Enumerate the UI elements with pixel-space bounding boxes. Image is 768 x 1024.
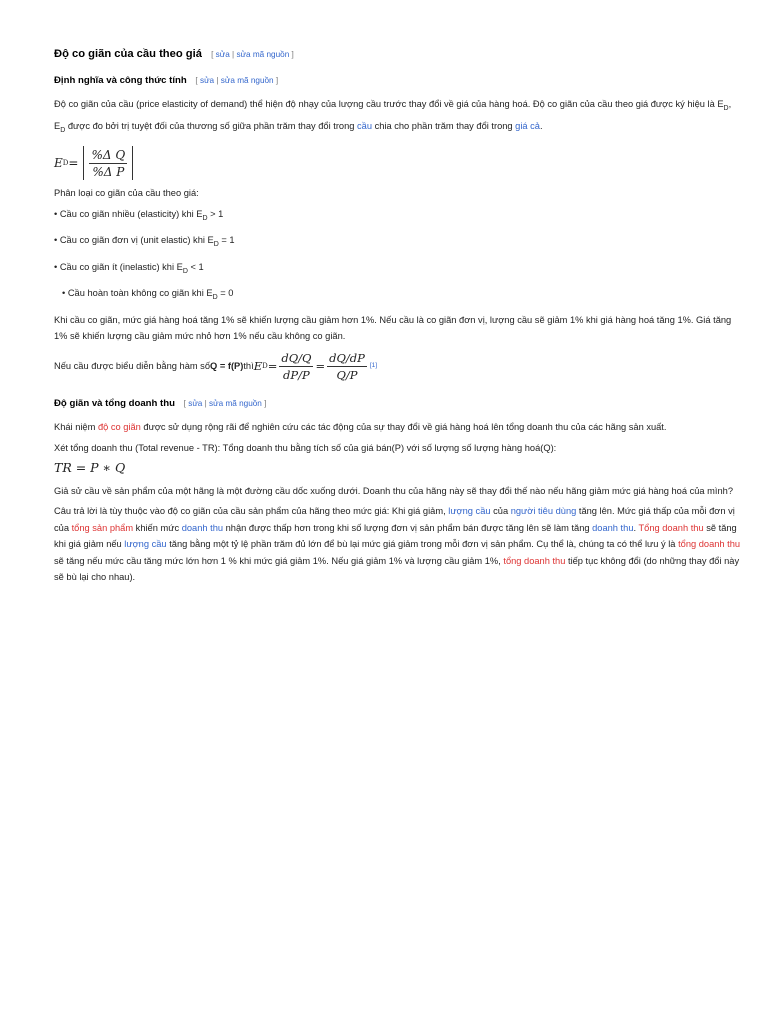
edit-link[interactable]: sửa: [199, 75, 215, 85]
link-doanh-thu[interactable]: doanh thu: [592, 522, 634, 533]
section-title: Độ co giãn của cầu theo giá: [54, 48, 202, 60]
reference-link[interactable]: [1]: [369, 361, 378, 369]
classification-intro: Phân loại co giãn của cầu theo giá:: [54, 188, 199, 198]
link-tong-doanh-thu[interactable]: tổng doanh thu: [678, 539, 741, 549]
edit-source-link[interactable]: sửa mã nguồn: [220, 75, 274, 85]
section-heading-revenue: [54, 396, 744, 413]
subsection-title: Độ giãn và tổng doanh thu: [54, 397, 175, 409]
edit-source-link[interactable]: sửa mã nguồn: [209, 398, 262, 408]
edit-links: [ sửa | sửa mã nguồn ]: [183, 398, 267, 408]
link-luong-cau[interactable]: lượng cầu: [124, 539, 167, 549]
total-revenue-paragraph: Xét tổng doanh thu (Total revenue - TR): Tổng doanh thu bằng tích số của giá bán(P) với số lượng số lượng hàng hoá(Q):: [54, 442, 557, 453]
link-tong-doanh-thu[interactable]: tổng doanh thu: [503, 555, 566, 566]
fraction: $\frac{dQ/Q}{dP/P}$: [281, 350, 312, 382]
link-nguoi-tieu-dung[interactable]: người tiêu dùng: [510, 506, 577, 516]
demand-curve-paragraph: Giả sử cầu về sản phẩm của một hãng là một đường cầu dốc xuống dưới. Doanh thu của hãng này sẽ thay đổi thế nào nếu hãng giảm mức giá hàng hoá của mình?: [54, 485, 733, 496]
revenue-intro-paragraph: Khái niệm độ co giãn được sử dụng rộng rãi để nghiên cứu các tác động của sự thay đổi về giá hàng hoá lên tổng doanh thu của các hãng sản xuất.: [54, 422, 667, 432]
elasticity-formula: E D = $\frac{\text{\%Δ Q}}{\text{\%Δ P}}$: [54, 143, 744, 183]
link-doanh-thu[interactable]: doanh thu: [181, 522, 224, 533]
link-tong-doanh-thu[interactable]: Tổng doanh thu: [638, 522, 704, 533]
edit-link[interactable]: sửa: [188, 398, 203, 408]
link-tong-san-pham[interactable]: tổng sản phẩm: [71, 522, 134, 533]
derivative-formula-line: Nếu cầu được biểu diễn bằng hàm số Q = f(P) thì E D = $\frac{dQ/Q}{dP/P}$ = $\frac{dQ/dP}{Q/P}$ [1]: [54, 350, 378, 382]
list-item: • Cầu hoàn toàn không co giãn khi $E_D = 0$: [62, 288, 234, 301]
definition-paragraph: Độ co giãn của cầu (price elasticity of demand) thể hiện độ nhạy của lượng cầu trước thay đổi về giá của hàng hoá. Độ co giãn của cầu theo giá được ký hiệu là $E_D$, $E_D$ được đo bởi trị tuyệt đối của thương số giữa phần trăm thay đổi trong cầu chia cho phần trăm thay đổi trong giá cả.: [54, 99, 732, 134]
list-item: • Cầu co giãn đơn vị (unit elastic) khi $E_D = 1$: [54, 235, 235, 248]
edit-source-link[interactable]: sửa mã nguồn: [236, 50, 290, 59]
link-luong-cau[interactable]: lượng cầu: [448, 506, 491, 516]
derivative-formula: E D = $\frac{dQ/Q}{dP/P}$ = $\frac{dQ/dP}{Q/P}$: [253, 350, 365, 382]
answer-paragraph: Câu trả lời là tùy thuộc vào độ co giãn của cầu sản phẩm của hãng theo mức giá: Khi giá giảm, lượng cầu của người tiêu dùng tăng lên. Mức giá thấp của mỗi đơn vị của tổng sản phẩm khiến mức doanh thu nhận được thấp hơn trong khi số lượng đơn vị sản phẩm bán được tăng lên sẽ làm tăng doanh thu. Tổng doanh thu sẽ tăng khi giá giảm nếu lượng cầu tăng bằng một tỷ lệ phần trăm đủ lớn để bù lại mức giá giảm trong mỗi đơn vị sản phẩm. Cụ thể là, chúng ta có thể lưu ý là tổng doanh thu sẽ tăng nếu mức cầu tăng mức lớn hơn 1 % khi mức giá giảm 1%. Nếu giá giảm 1% và lượng cầu giảm 1%, tổng doanh thu tiếp tục không đổi (do những thay đổi này sẽ bù lại cho nhau).: [54, 506, 741, 582]
link-cau[interactable]: cầu: [357, 120, 373, 131]
fraction: $\frac{dQ/dP}{Q/P}$: [329, 350, 365, 382]
fraction: $\frac{\text{\%Δ Q}}{\text{\%Δ P}}$: [91, 147, 126, 179]
link-do-co-gian[interactable]: độ co giãn: [97, 422, 141, 432]
absolute-value-bars: [83, 146, 133, 180]
edit-links: [ sửa | sửa mã nguồn ]: [195, 75, 279, 85]
list-item: • Cầu co giãn nhiều (elasticity) khi $E_D > 1$: [54, 208, 224, 222]
list-item: • Cầu co giãn ít (inelastic) khi $E_D < 1$: [54, 261, 204, 275]
subsection-title: Định nghĩa và công thức tính: [54, 74, 187, 86]
article-content: [54, 46, 744, 590]
subsection-heading-definition: [54, 73, 744, 90]
edit-links: [ sửa | sửa mã nguồn ]: [211, 50, 294, 59]
section-heading-price-elasticity: [54, 46, 744, 64]
total-revenue-formula: TR = P ∗ Q: [54, 460, 126, 475]
elasticity-explanation: Khi cầu co giãn, mức giá hàng hoá tăng 1% sẽ khiến lượng cầu giảm hơn 1%. Nếu cầu là co giãn đơn vị, lượng cầu sẽ giảm 1% khi giá hàng hoá tăng 1%. Giá tăng 1% sẽ khiến lượng cầu giảm mức nhỏ hơn 1% nếu cầu không co giãn.: [54, 314, 732, 341]
link-gia-ca[interactable]: giá cả: [515, 120, 540, 131]
edit-link[interactable]: sửa: [215, 50, 230, 59]
